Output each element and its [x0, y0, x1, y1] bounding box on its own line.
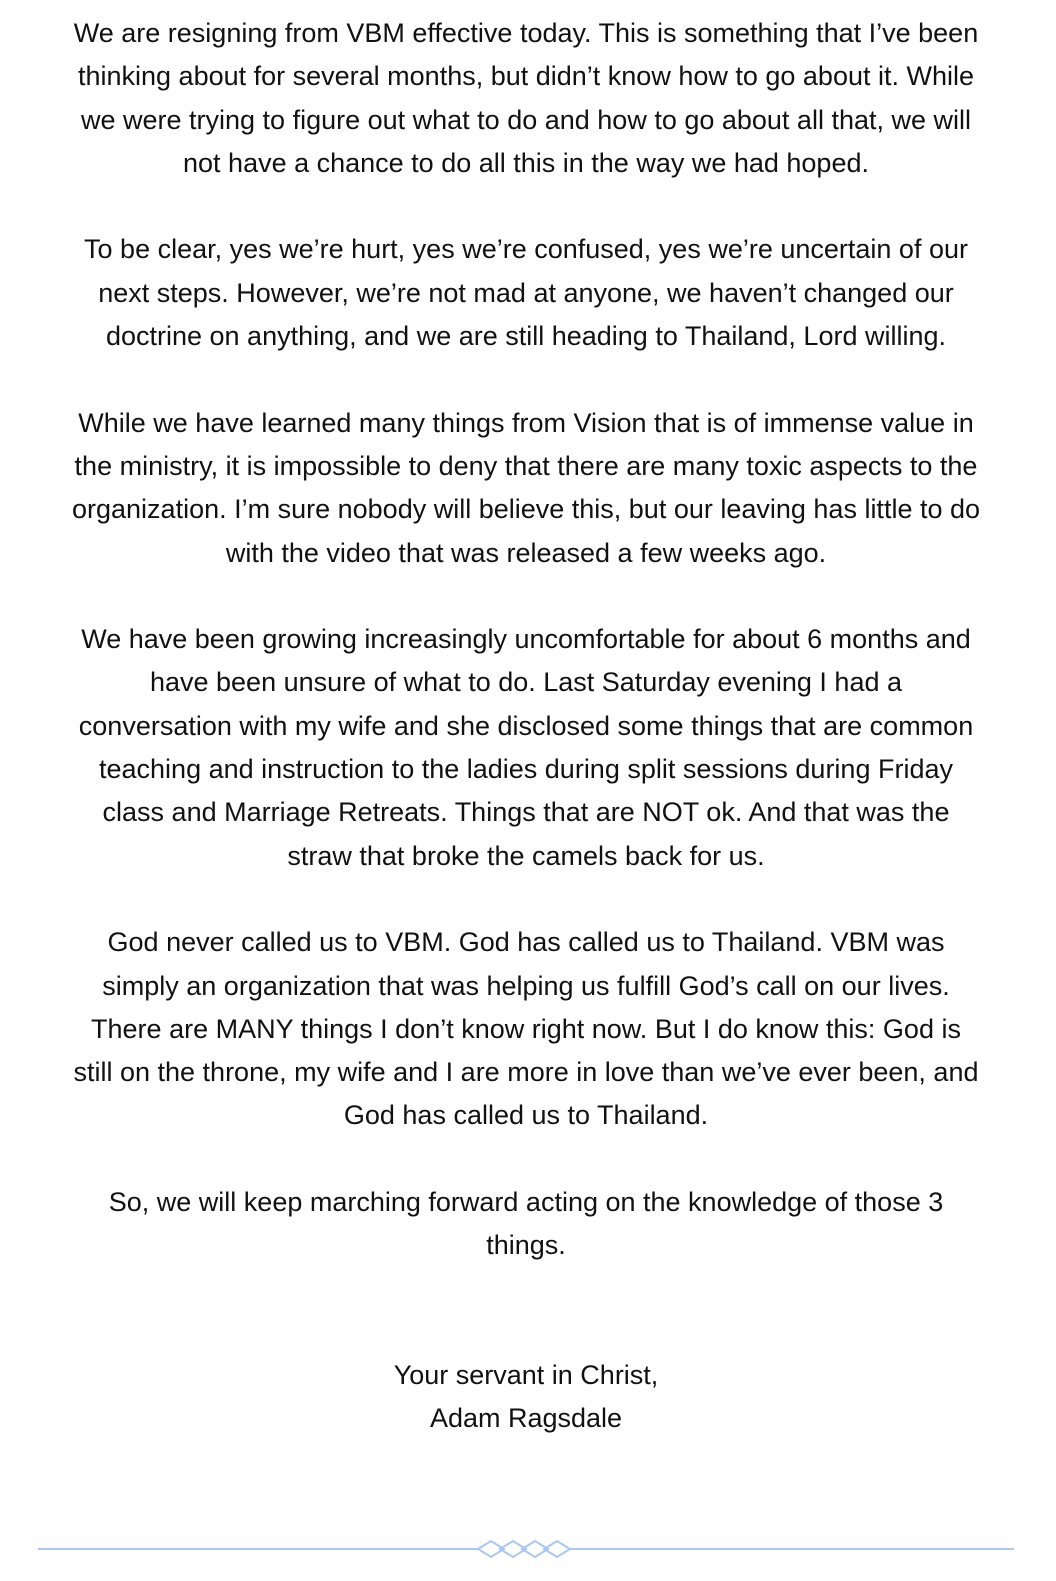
letter-body	[72, 12, 980, 1484]
signature-block	[72, 1354, 980, 1441]
closing-line: Your servant in Christ,	[393, 1359, 659, 1390]
divider-shapes	[38, 1541, 1014, 1557]
paragraph-calling: God never called us to VBM. God has called us to Thailand. VBM was simply an organization that was helping us fulfill God’s call on our lives. There are MANY things I don’t know right now. But I do know this: God is still on the throne, my wife and I are more in love than we’ve ever been, and God has called us to Thailand.	[73, 927, 979, 1131]
paragraph-organization: While we have learned many things from Vision that is of immense value in the ministry, it is impossible to deny that there are many toxic aspects to the organization. I’m sure nobody will believe this, but our leaving has little to do with the video that was released a few weeks ago.	[72, 407, 981, 568]
paragraph-feelings: To be clear, yes we’re hurt, yes we’re confused, yes we’re uncertain of our next steps. However, we’re not mad at anyone, we haven’t changed our doctrine on anything, and we are still heading to Thailand, Lord willing.	[84, 234, 968, 352]
paragraph-reason: We have been growing increasingly uncomfortable for about 6 months and have been unsure of what to do. Last Saturday evening I had a conversation with my wife and she disclosed some things that are common teaching and instruction to the ladies during split sessions during Friday class and Marriage Retreats. Things that are NOT ok. And that was the straw that broke the camels back for us.	[78, 624, 974, 871]
paragraph-resignation: We are resigning from VBM effective today. This is something that I’ve been thinking about for several months, but didn’t know how to go about it. While we were trying to figure out what to do and how to go about all that, we will not have a chance to do all this in the way we had hoped.	[73, 18, 979, 178]
signer-name: Adam Ragsdale	[429, 1402, 623, 1433]
ornamental-divider	[38, 1536, 1014, 1562]
paragraph-conclusion: So, we will keep marching forward acting on the knowledge of those 3 things.	[108, 1187, 944, 1261]
